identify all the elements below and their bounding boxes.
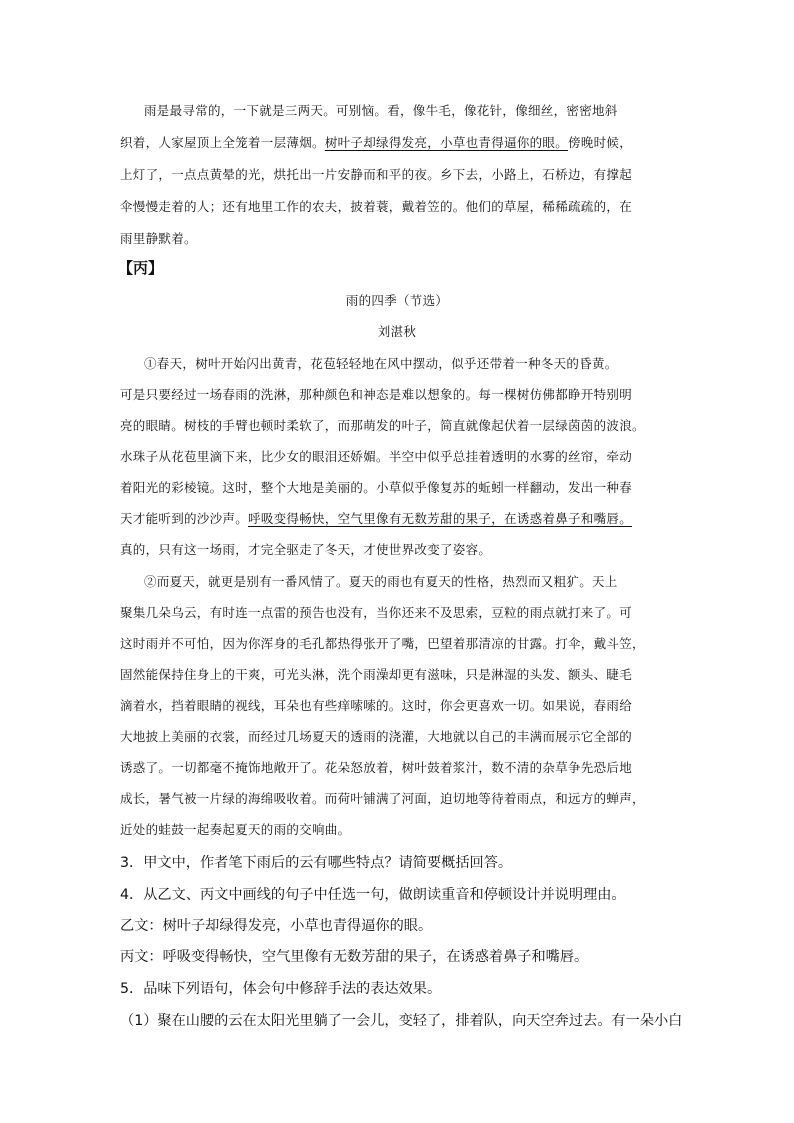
p1-line-6-a: 天才能听到的沙沙声。 — [120, 511, 249, 526]
question-5-1: （1）聚在山腰的云在太阳光里躺了一会儿，变轻了，排着队，向天空奔过去。有一朵小白 — [120, 1013, 683, 1029]
p1-line-2: 可是只要经过一场春雨的洗淋，那种颜色和神态是难以想象的。每一棵树仿佛都睁开特别明 — [120, 387, 633, 402]
p2-line-5: 滴着水，挡着眼睛的视线，耳朵也有些痒嗦嗦的。这时，你会更喜欢一切。如果说，春雨给 — [120, 698, 633, 713]
p2-line-9: 近处的蛙鼓一起奏起夏天的雨的交响曲。 — [120, 822, 351, 837]
yi-line-2 — [120, 133, 632, 151]
yi-line-3: 上灯了，一点点黄晕的光，烘托出一片安静而和平的夜。乡下去，小路上，石桥边，有撑起 — [120, 167, 633, 182]
p1-line-4: 水珠子从花苞里滴下来，比少女的眼泪还娇媚。半空中似乎总挂着透明的水雾的丝帘，牵动 — [120, 449, 633, 464]
yi-line-4: 伞慢慢走着的人；还有地里工作的农夫，披着蓑，戴着笠的。他们的草屋，稀稀疏疏的，在 — [120, 199, 633, 214]
p2-line-4: 固然能保持住身上的干爽，可光头淋，洗个雨澡却更有滋味，只是淋湿的头发、额头、睫毛 — [120, 667, 633, 682]
yi-underlined-sentence: 树叶子却绿得发亮，小草也青得逼你的眼。 — [324, 135, 569, 150]
yi-line-1: 雨是最寻常的，一下就是三两天。可别恼。看，像牛毛，像花针，像细丝，密密地斜 — [144, 103, 618, 118]
p1-line-6 — [120, 509, 632, 527]
question-4: 4．从乙文、丙文中画线的句子中任选一句，做朗读重音和停顿设计并说明理由。 — [120, 887, 626, 903]
p1-line-3: 亮的眼睛。树枝的手臂也顿时柔软了，而那萌发的叶子，简直就像起伏着一层绿茵茵的波浪。 — [120, 418, 645, 433]
article-author: 刘湛秋 — [377, 324, 417, 339]
bing-underlined-sentence: 呼吸变得畅快，空气里像有无数芳甜的果子，在诱惑着鼻子和嘴唇。 — [248, 511, 633, 526]
p2-line-2: 聚集几朵乌云，有时连一点雷的预告也没有，当你还来不及思索，豆粒的雨点就打来了。可 — [120, 605, 633, 620]
question-4-yi: 乙文：树叶子却绿得发亮，小草也青得逼你的眼。 — [120, 918, 433, 934]
p1-line-7: 真的，只有这一场雨，才完全驱走了冬天，才使世界改变了姿容。 — [120, 542, 492, 557]
yi-line-2-c: 傍晚时候， — [568, 135, 633, 150]
p2-line-6: 大地披上美丽的衣裳，而经过几场夏天的透雨的浇灌，大地就以自己的丰满而展示它全部的 — [120, 729, 633, 744]
yi-line-2-a: 织着，人家屋顶上全笼着一层薄烟。 — [120, 135, 325, 150]
article-title: 雨的四季（节选） — [345, 293, 449, 308]
p2-line-3: 这时雨并不可怕，因为你浑身的毛孔都热得张开了嘴，巴望着那清凉的甘露。打伞，戴斗笠， — [120, 636, 645, 651]
p2-line-7: 诱惑了。一切都毫不掩饰地敞开了。花朵怒放着，树叶鼓着浆汁，数不清的杂草争先恐后地 — [120, 760, 633, 775]
question-5: 5．品味下列语句，体会句中修辞手法的表达效果。 — [120, 981, 442, 997]
question-4-bing: 丙文：呼吸变得畅快，空气里像有无数芳甜的果子，在诱惑着鼻子和嘴唇。 — [120, 949, 589, 965]
yi-line-5: 雨里静默着。 — [120, 231, 197, 246]
p1-line-1: ①春天，树叶开始闪出黄青，花苞轻轻地在风中摆动，似乎还带着一种冬天的昏黄。 — [144, 356, 618, 371]
question-3: 3．甲文中，作者笔下雨后的云有哪些特点？请简要概括回答。 — [120, 855, 513, 871]
p2-line-8: 成长，暑气被一片绿的海绵吸收着。而荷叶铺满了河面，迫切地等待着雨点，和远方的蝉声， — [120, 791, 645, 806]
p2-line-1: ②而夏天，就更是别有一番风情了。夏天的雨也有夏天的性格，热烈而又粗犷。天上 — [144, 574, 618, 589]
section-bing-header: 【丙】 — [118, 259, 164, 277]
p1-line-5: 着阳光的彩棱镜。这时，整个大地是美丽的。小草似乎像复苏的蚯蚓一样翻动，发出一种春 — [120, 480, 633, 495]
